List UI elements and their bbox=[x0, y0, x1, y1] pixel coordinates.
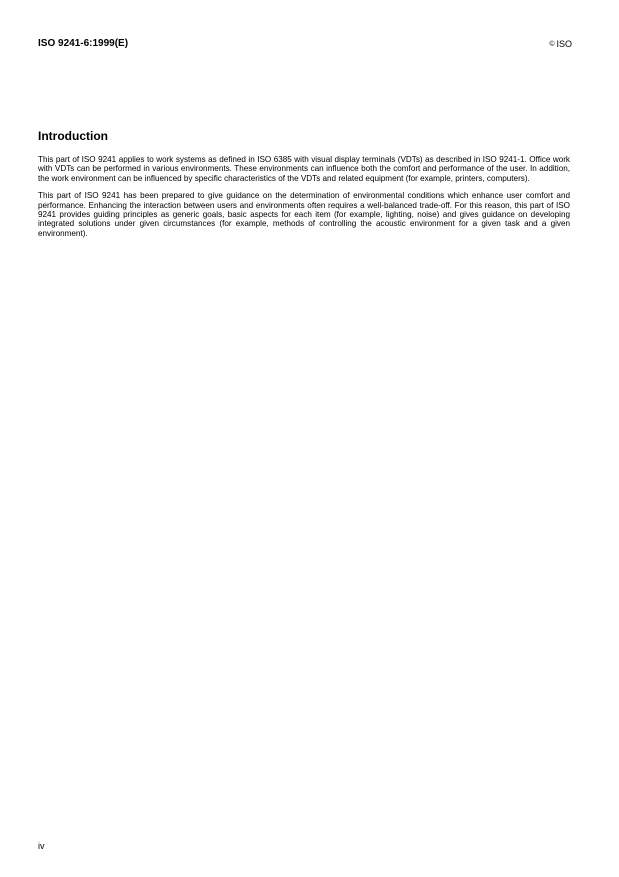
introduction-paragraph-2: This part of ISO 9241 has been prepared to give guidance on the determination of environmental conditions which enhance user comfort and performance. Enhancing the interaction between users and environments often requires a well-balanced trade-off. For this reason, this part of ISO 9241 provides guiding principles as generic goals, basic aspects for each item (for example, lighting, noise) and gives guidance on developing integrated solutions under given circumstances (for example, methods of controlling the acoustic environment for a given task and a given environment). bbox=[38, 191, 570, 238]
page-header bbox=[38, 38, 572, 52]
document-id: ISO 9241-6:1999(E) bbox=[38, 38, 129, 49]
copyright-owner: ISO bbox=[556, 39, 572, 49]
introduction-paragraph-1: This part of ISO 9241 applies to work systems as defined in ISO 6385 with visual display terminals (VDTs) as described in ISO 9241-1. Office work with VDTs can be performed in various environments. These environments can influence both the comfort and performance of the user. In addition, the work environment can be influenced by specific characteristics of the VDTs and related equipment (for example, printers, computers). bbox=[38, 155, 570, 183]
introduction-body bbox=[38, 155, 570, 246]
page-number: iv bbox=[38, 841, 45, 851]
copyright-symbol: © bbox=[549, 41, 555, 48]
copyright-notice bbox=[549, 38, 572, 51]
section-heading: Introduction bbox=[38, 129, 108, 143]
